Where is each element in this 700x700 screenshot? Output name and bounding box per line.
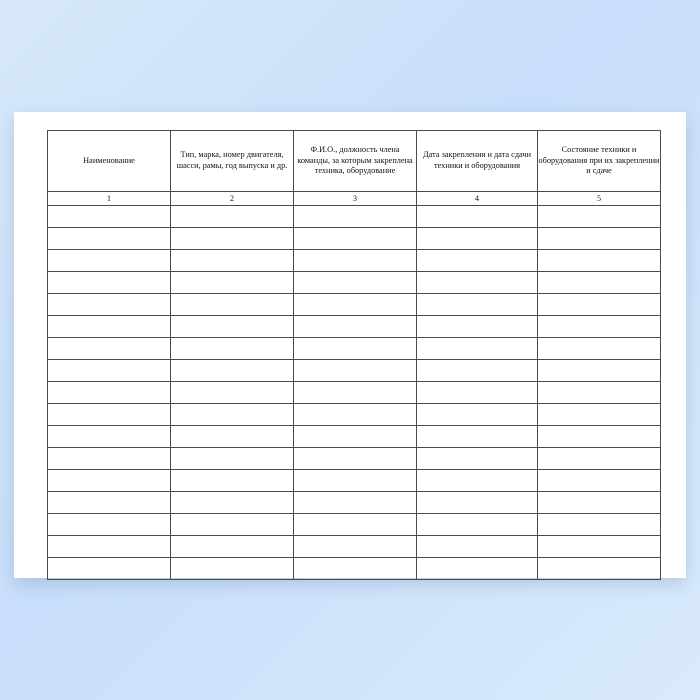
table-cell[interactable] <box>171 448 294 470</box>
document-page <box>14 112 686 578</box>
table-row[interactable] <box>48 536 661 558</box>
table-cell[interactable] <box>171 316 294 338</box>
table-cell[interactable] <box>171 558 294 580</box>
table-cell[interactable] <box>48 250 171 272</box>
table-cell[interactable] <box>417 492 538 514</box>
table-cell[interactable] <box>538 228 661 250</box>
table-cell[interactable] <box>171 360 294 382</box>
table-cell[interactable] <box>417 294 538 316</box>
table-cell[interactable] <box>538 294 661 316</box>
table-row[interactable] <box>48 470 661 492</box>
table-cell[interactable] <box>48 272 171 294</box>
table-cell[interactable] <box>48 514 171 536</box>
table-cell[interactable] <box>417 250 538 272</box>
table-row[interactable] <box>48 382 661 404</box>
table-cell[interactable] <box>294 536 417 558</box>
table-cell[interactable] <box>538 448 661 470</box>
table-cell[interactable] <box>417 382 538 404</box>
table-cell[interactable] <box>171 404 294 426</box>
table-cell[interactable] <box>538 492 661 514</box>
table-cell[interactable] <box>171 426 294 448</box>
table-container <box>47 130 660 580</box>
column-header-person: Ф.И.О., должность члена команды, за которым закреплена техника, оборудование <box>294 131 417 192</box>
table-cell[interactable] <box>294 360 417 382</box>
table-cell[interactable] <box>294 250 417 272</box>
table-cell[interactable] <box>294 470 417 492</box>
journal-table <box>47 130 661 580</box>
table-row[interactable] <box>48 250 661 272</box>
column-number-2: 2 <box>171 192 294 206</box>
column-header-name: Наименование <box>48 131 171 192</box>
table-cell[interactable] <box>417 514 538 536</box>
table-cell[interactable] <box>538 514 661 536</box>
table-cell[interactable] <box>417 448 538 470</box>
table-cell[interactable] <box>538 250 661 272</box>
table-row[interactable] <box>48 316 661 338</box>
table-cell[interactable] <box>538 272 661 294</box>
table-row[interactable] <box>48 492 661 514</box>
table-cell[interactable] <box>171 382 294 404</box>
table-cell[interactable] <box>294 382 417 404</box>
table-cell[interactable] <box>417 426 538 448</box>
table-cell[interactable] <box>294 338 417 360</box>
table-cell[interactable] <box>171 536 294 558</box>
table-cell[interactable] <box>417 316 538 338</box>
header-row <box>48 131 661 192</box>
table-cell[interactable] <box>538 338 661 360</box>
column-header-condition: Состояние техники и оборудования при их закреплении и сдаче <box>538 131 661 192</box>
table-cell[interactable] <box>538 470 661 492</box>
column-number-3: 3 <box>294 192 417 206</box>
table-cell[interactable] <box>417 228 538 250</box>
table-cell[interactable] <box>48 294 171 316</box>
table-cell[interactable] <box>294 492 417 514</box>
table-row[interactable] <box>48 426 661 448</box>
table-row[interactable] <box>48 558 661 580</box>
table-cell[interactable] <box>48 426 171 448</box>
table-cell[interactable] <box>538 206 661 228</box>
table-cell[interactable] <box>538 360 661 382</box>
table-cell[interactable] <box>171 206 294 228</box>
table-cell[interactable] <box>171 514 294 536</box>
table-cell[interactable] <box>417 272 538 294</box>
table-cell[interactable] <box>48 404 171 426</box>
table-cell[interactable] <box>417 558 538 580</box>
table-row[interactable] <box>48 338 661 360</box>
table-cell[interactable] <box>48 492 171 514</box>
table-cell[interactable] <box>171 250 294 272</box>
table-cell[interactable] <box>417 404 538 426</box>
table-cell[interactable] <box>48 448 171 470</box>
table-cell[interactable] <box>294 294 417 316</box>
table-cell[interactable] <box>171 492 294 514</box>
table-cell[interactable] <box>417 470 538 492</box>
table-cell[interactable] <box>48 338 171 360</box>
table-cell[interactable] <box>48 470 171 492</box>
table-cell[interactable] <box>294 316 417 338</box>
table-row[interactable] <box>48 514 661 536</box>
table-row[interactable] <box>48 272 661 294</box>
table-row[interactable] <box>48 228 661 250</box>
table-cell[interactable] <box>171 338 294 360</box>
column-header-type: Тип, марка, номер двигателя, шасси, рамы, год выпуска и др. <box>171 131 294 192</box>
table-header <box>48 131 661 206</box>
table-cell[interactable] <box>538 426 661 448</box>
table-cell[interactable] <box>48 206 171 228</box>
table-cell[interactable] <box>171 272 294 294</box>
table-cell[interactable] <box>294 404 417 426</box>
table-cell[interactable] <box>538 558 661 580</box>
table-cell[interactable] <box>294 206 417 228</box>
table-cell[interactable] <box>417 206 538 228</box>
table-cell[interactable] <box>294 448 417 470</box>
table-row[interactable] <box>48 448 661 470</box>
table-cell[interactable] <box>294 228 417 250</box>
table-cell[interactable] <box>294 426 417 448</box>
column-number-row <box>48 192 661 206</box>
table-cell[interactable] <box>171 228 294 250</box>
table-cell[interactable] <box>294 514 417 536</box>
column-number-1: 1 <box>48 192 171 206</box>
table-cell[interactable] <box>294 558 417 580</box>
table-cell[interactable] <box>48 360 171 382</box>
table-cell[interactable] <box>48 316 171 338</box>
table-cell[interactable] <box>417 360 538 382</box>
column-header-dates: Дата закрепления и дата сдачи техники и оборудования <box>417 131 538 192</box>
table-cell[interactable] <box>538 382 661 404</box>
column-number-4: 4 <box>417 192 538 206</box>
table-cell[interactable] <box>171 470 294 492</box>
table-body <box>48 206 661 580</box>
table-cell[interactable] <box>538 316 661 338</box>
table-row[interactable] <box>48 404 661 426</box>
table-cell[interactable] <box>48 536 171 558</box>
column-number-5: 5 <box>538 192 661 206</box>
table-cell[interactable] <box>538 536 661 558</box>
table-cell[interactable] <box>48 558 171 580</box>
table-cell[interactable] <box>417 536 538 558</box>
table-cell[interactable] <box>538 404 661 426</box>
table-cell[interactable] <box>294 272 417 294</box>
table-cell[interactable] <box>48 382 171 404</box>
table-cell[interactable] <box>171 294 294 316</box>
table-row[interactable] <box>48 206 661 228</box>
table-row[interactable] <box>48 294 661 316</box>
table-cell[interactable] <box>48 228 171 250</box>
table-cell[interactable] <box>417 338 538 360</box>
table-row[interactable] <box>48 360 661 382</box>
